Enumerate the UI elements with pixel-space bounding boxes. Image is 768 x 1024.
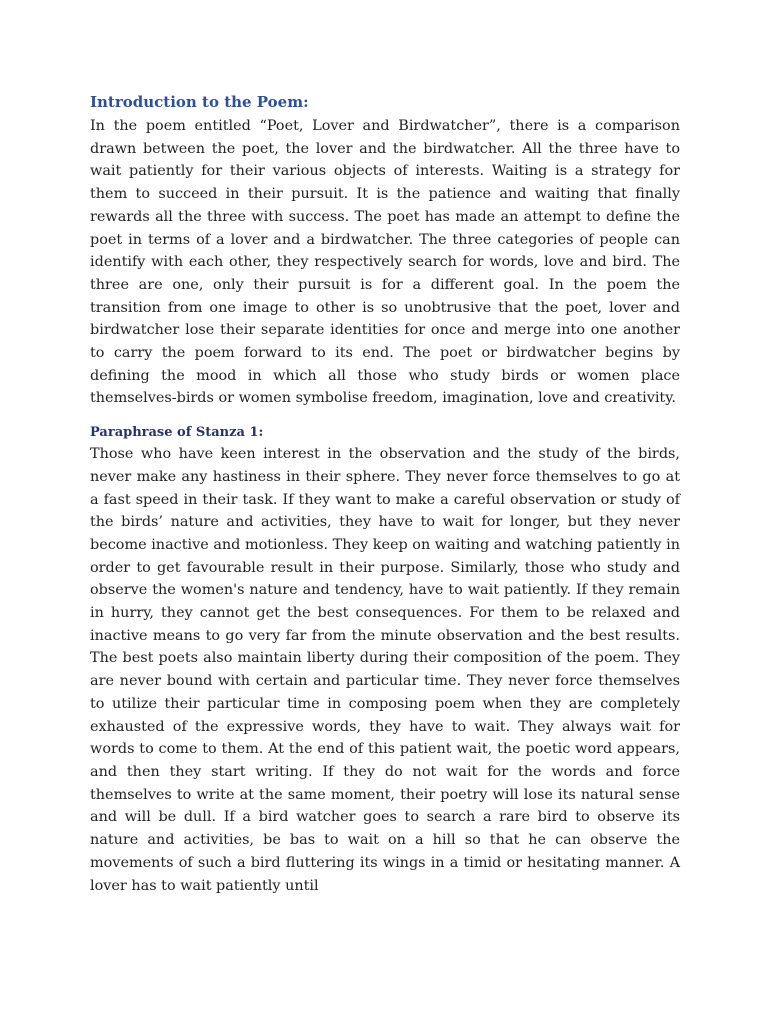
introduction-paragraph: In the poem entitled “Poet, Lover and Birdwatcher”, there is a comparison drawn between the poet, the lover and the birdwatcher. All the three have to wait patiently for their various objects of interests. Waiting is a strategy for them to succeed in their pursuit. It is the patience and waiting that finally rewards all the three with success. The poet has made an attempt to define the poet in terms of a lover and a birdwatcher. The three categories of people can identify with each other, they respectively search for words, love and bird. The three are one, only their pursuit is for a different goal. In the poem the transition from one image to other is so unobtrusive that the poet, lover and birdwatcher lose their separate identities for once and merge into one another to carry the poem forward to its end. The poet or birdwatcher begins by defining the mood in which all those who study birds or women place themselves-birds or women symbolise freedom, imagination, love and creativity. [90,118,680,407]
paraphrase-clip [90,443,680,894]
paraphrase-paragraph: Those who have keen interest in the observation and the study of the birds, never make any hastiness in their sphere. They never force themselves to go at a fast speed in their task. If they want to make a careful observation or study of the birds’ nature and activities, they have to wait for longer, but they never become inactive and motionless. They keep on waiting and watching patiently in order to get favourable result in their purpose. Similarly, those who study and observe the women's nature and tendency, have to wait patiently. If they remain in hurry, they cannot get the best consequences. For them to be relaxed and inactive means to go very far from the minute observation and the best results. The best poets also maintain liberty during their composition of the poem. They are never bound with certain and particular time. They never force themselves to utilize their particular time in composing poem when they are completely exhausted of the expressive words, they have to wait. They always wait for words to come to them. At the end of this patient wait, the poetic word appears, and then they start writing. If they do not wait for the words and force themselves to write at the same moment, their poetry will lose its natural sense and will be dull. If a bird watcher goes to search a rare bird to observe its nature and activities, be bas to wait on a hill so that he can observe the movements of such a bird fluttering its wings in a timid or hesitating manner. A lover has to wait patiently until [90,446,680,894]
section-heading-introduction: Introduction to the Poem: [90,93,309,111]
document-page [90,90,680,894]
section-heading-paraphrase-stanza-1: Paraphrase of Stanza 1: [90,425,264,441]
